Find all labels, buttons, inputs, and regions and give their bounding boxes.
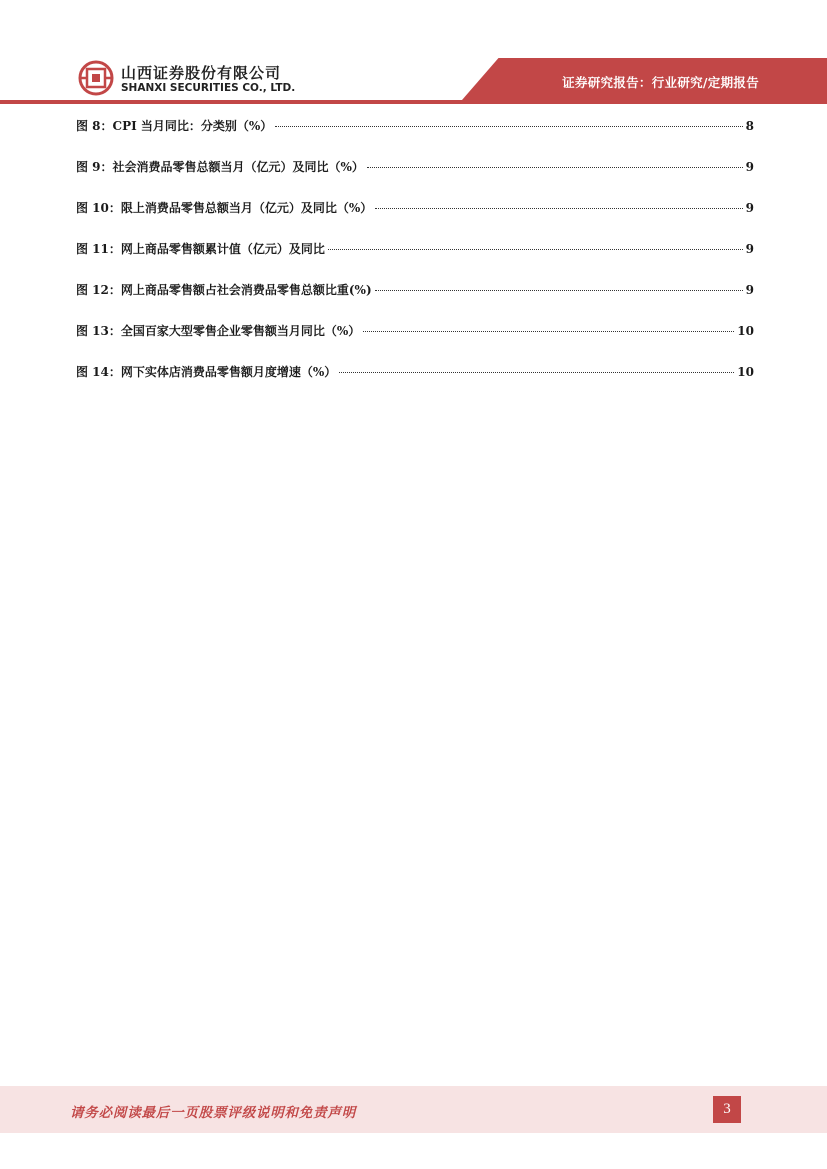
toc-item-label: 图 8：CPI 当月同比：分类别（%） — [76, 119, 273, 133]
company-logo-icon — [78, 60, 114, 96]
toc-leader — [375, 208, 742, 209]
toc-item-page: 9 — [745, 201, 754, 215]
toc-leader — [375, 290, 743, 291]
footer-disclaimer: 请务必阅读最后一页股票评级说明和免责声明 — [70, 1105, 356, 1121]
toc-item-label: 图 10：限上消费品零售总额当月（亿元）及同比（%） — [76, 201, 373, 215]
toc-item[interactable] — [76, 158, 754, 199]
figure-toc — [76, 117, 754, 404]
toc-leader — [275, 126, 742, 127]
toc-leader — [339, 372, 734, 373]
toc-item-label: 图 12：网上商品零售额占社会消费品零售总额比重(%) — [76, 283, 372, 297]
company-name-en: SHANXI SECURITIES CO., LTD. — [121, 82, 296, 94]
toc-item[interactable] — [76, 363, 754, 404]
toc-item[interactable] — [76, 199, 754, 240]
toc-item-page: 9 — [745, 283, 754, 297]
toc-item[interactable] — [76, 322, 754, 363]
company-name-cn: 山西证券股份有限公司 — [121, 64, 282, 82]
toc-item-page: 8 — [745, 119, 754, 133]
toc-leader — [328, 249, 743, 250]
toc-item-label: 图 11：网上商品零售额累计值（亿元）及同比 — [76, 242, 325, 256]
header-divider — [0, 100, 827, 104]
toc-leader — [367, 167, 743, 168]
toc-item-page: 9 — [745, 242, 754, 256]
toc-item-page: 10 — [737, 324, 754, 338]
toc-item[interactable] — [76, 240, 754, 281]
toc-leader — [363, 331, 734, 332]
toc-item[interactable] — [76, 281, 754, 322]
report-type-label: 证券研究报告：行业研究/定期报告 — [562, 75, 759, 90]
toc-item-label: 图 14：网下实体店消费品零售额月度增速（%） — [76, 365, 337, 379]
toc-item-page: 10 — [737, 365, 754, 379]
page-number: 3 — [713, 1096, 741, 1123]
toc-item-page: 9 — [745, 160, 754, 174]
toc-item[interactable] — [76, 117, 754, 158]
toc-item-label: 图 13：全国百家大型零售企业零售额当月同比（%） — [76, 324, 361, 338]
toc-item-label: 图 9：社会消费品零售总额当月（亿元）及同比（%） — [76, 160, 364, 174]
